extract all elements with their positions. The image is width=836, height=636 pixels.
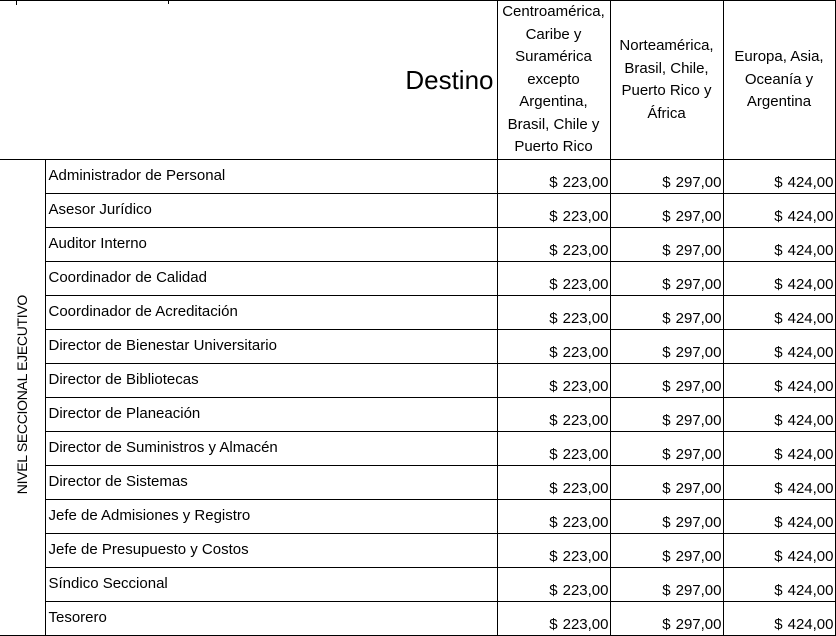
amount <box>611 514 722 531</box>
currency-symbol: $ <box>662 548 671 565</box>
currency-symbol: $ <box>662 208 671 225</box>
table-row <box>0 160 835 194</box>
amount <box>611 378 722 395</box>
amount-value: 297,00 <box>675 446 722 463</box>
amount-value: 297,00 <box>675 208 722 225</box>
table-row <box>0 432 835 466</box>
currency-symbol: $ <box>774 242 783 259</box>
destino-label: Destino <box>405 64 494 95</box>
currency-symbol: $ <box>662 480 671 497</box>
amount <box>724 548 834 565</box>
amount-value: 297,00 <box>675 412 722 429</box>
amount-cell <box>610 466 723 500</box>
currency-symbol: $ <box>774 480 783 497</box>
amount <box>498 616 609 633</box>
header-blank-cell <box>0 1 45 160</box>
amount-cell <box>497 330 610 364</box>
cargo-cell: Coordinador de Calidad <box>45 262 497 296</box>
amount-value: 297,00 <box>675 616 722 633</box>
currency-symbol: $ <box>774 582 783 599</box>
currency-symbol: $ <box>549 208 558 225</box>
amount <box>611 412 722 429</box>
currency-symbol: $ <box>662 616 671 633</box>
column-header-centroamerica: Centroamérica, Caribe y Suramérica excepto Argentina, Brasil, Chile y Puerto Rico <box>497 1 610 160</box>
amount-value: 223,00 <box>562 480 609 497</box>
amount-cell <box>497 398 610 432</box>
amount <box>611 446 722 463</box>
amount-value: 297,00 <box>675 174 722 191</box>
currency-symbol: $ <box>549 446 558 463</box>
amount-cell <box>723 330 835 364</box>
amount-value: 424,00 <box>787 412 834 429</box>
amount <box>611 344 722 361</box>
amount-cell <box>723 160 835 194</box>
amount <box>611 276 722 293</box>
currency-symbol: $ <box>662 582 671 599</box>
amount-cell <box>497 602 610 636</box>
amount-value: 424,00 <box>787 480 834 497</box>
amount <box>498 378 609 395</box>
amount-cell <box>723 500 835 534</box>
currency-symbol: $ <box>662 412 671 429</box>
amount-value: 297,00 <box>675 548 722 565</box>
currency-symbol: $ <box>774 310 783 327</box>
table-row <box>0 330 835 364</box>
table-row <box>0 500 835 534</box>
amount <box>498 548 609 565</box>
amount-value: 223,00 <box>562 208 609 225</box>
currency-symbol: $ <box>549 548 558 565</box>
gridline-tick <box>16 1 17 5</box>
currency-symbol: $ <box>662 242 671 259</box>
amount <box>498 174 609 191</box>
amount-value: 223,00 <box>562 242 609 259</box>
amount-cell <box>610 228 723 262</box>
table-row <box>0 602 835 636</box>
currency-symbol: $ <box>662 174 671 191</box>
amount-cell <box>610 160 723 194</box>
amount-cell <box>610 194 723 228</box>
table-row <box>0 568 835 602</box>
table-row <box>0 262 835 296</box>
cargo-cell: Jefe de Admisiones y Registro <box>45 500 497 534</box>
amount <box>611 208 722 225</box>
amount-cell <box>723 432 835 466</box>
currency-symbol: $ <box>774 174 783 191</box>
amount-value: 297,00 <box>675 310 722 327</box>
amount-cell <box>723 228 835 262</box>
column-header-norteamerica: Norteamérica, Brasil, Chile, Puerto Rico y África <box>610 1 723 160</box>
cargo-cell: Tesorero <box>45 602 497 636</box>
group-label-cell <box>0 160 45 636</box>
currency-symbol: $ <box>662 310 671 327</box>
amount <box>498 446 609 463</box>
amount-value: 424,00 <box>787 514 834 531</box>
amount-value: 223,00 <box>562 548 609 565</box>
amount-value: 424,00 <box>787 548 834 565</box>
amount-value: 223,00 <box>562 378 609 395</box>
cargo-cell: Síndico Seccional <box>45 568 497 602</box>
amount-cell <box>497 364 610 398</box>
amount-value: 297,00 <box>675 242 722 259</box>
amount-cell <box>723 602 835 636</box>
amount-value: 424,00 <box>787 378 834 395</box>
amount-cell <box>723 466 835 500</box>
currency-symbol: $ <box>662 514 671 531</box>
currency-symbol: $ <box>549 276 558 293</box>
currency-symbol: $ <box>549 514 558 531</box>
currency-symbol: $ <box>549 344 558 361</box>
amount-value: 223,00 <box>562 412 609 429</box>
amount-cell <box>723 296 835 330</box>
currency-symbol: $ <box>549 310 558 327</box>
amount-value: 223,00 <box>562 446 609 463</box>
amount-cell <box>610 330 723 364</box>
amount-cell <box>723 364 835 398</box>
amount <box>611 310 722 327</box>
amount <box>498 276 609 293</box>
amount-cell <box>497 160 610 194</box>
table-row <box>0 364 835 398</box>
amount-cell <box>723 262 835 296</box>
amount-value: 297,00 <box>675 378 722 395</box>
amount-value: 424,00 <box>787 242 834 259</box>
amount-cell <box>497 194 610 228</box>
amount-value: 297,00 <box>675 480 722 497</box>
cargo-cell: Coordinador de Acreditación <box>45 296 497 330</box>
amount-cell <box>610 568 723 602</box>
amount-cell <box>497 228 610 262</box>
amount <box>498 242 609 259</box>
amount <box>724 174 834 191</box>
currency-symbol: $ <box>774 344 783 361</box>
amount-value: 424,00 <box>787 310 834 327</box>
amount <box>724 208 834 225</box>
amount-cell <box>723 568 835 602</box>
amount <box>498 582 609 599</box>
cargo-cell: Director de Bibliotecas <box>45 364 497 398</box>
currency-symbol: $ <box>662 344 671 361</box>
amount-cell <box>497 466 610 500</box>
table-body <box>0 1 835 636</box>
amount-value: 424,00 <box>787 174 834 191</box>
amount-cell <box>497 432 610 466</box>
amount-value: 424,00 <box>787 446 834 463</box>
amount-cell <box>497 262 610 296</box>
amount-cell <box>610 364 723 398</box>
amount-cell <box>610 432 723 466</box>
amount <box>611 242 722 259</box>
amount-cell <box>610 602 723 636</box>
cargo-cell: Jefe de Presupuesto y Costos <box>45 534 497 568</box>
amount <box>498 412 609 429</box>
amount-value: 424,00 <box>787 582 834 599</box>
amount <box>611 174 722 191</box>
table-row <box>0 228 835 262</box>
amount <box>611 480 722 497</box>
amount <box>724 344 834 361</box>
amount <box>724 446 834 463</box>
amount-cell <box>497 296 610 330</box>
amount-value: 424,00 <box>787 276 834 293</box>
amount <box>724 480 834 497</box>
cargo-cell: Asesor Jurídico <box>45 194 497 228</box>
amount-cell <box>497 568 610 602</box>
cargo-cell: Director de Bienestar Universitario <box>45 330 497 364</box>
amount <box>498 514 609 531</box>
amount <box>498 208 609 225</box>
table-row <box>0 194 835 228</box>
amount-cell <box>723 398 835 432</box>
amount-value: 223,00 <box>562 310 609 327</box>
cargo-cell: Director de Sistemas <box>45 466 497 500</box>
amount-cell <box>497 534 610 568</box>
currency-symbol: $ <box>549 616 558 633</box>
gridline-tick <box>168 1 169 5</box>
amount-value: 297,00 <box>675 514 722 531</box>
currency-symbol: $ <box>549 480 558 497</box>
currency-symbol: $ <box>662 446 671 463</box>
amount <box>498 344 609 361</box>
amount <box>724 310 834 327</box>
amount <box>724 514 834 531</box>
amount-cell <box>610 398 723 432</box>
amount-cell <box>610 500 723 534</box>
table-row <box>0 296 835 330</box>
currency-symbol: $ <box>774 616 783 633</box>
currency-symbol: $ <box>662 378 671 395</box>
amount-cell <box>610 262 723 296</box>
table-row <box>0 466 835 500</box>
amount <box>498 310 609 327</box>
amount-value: 297,00 <box>675 276 722 293</box>
currency-symbol: $ <box>774 446 783 463</box>
currency-symbol: $ <box>774 548 783 565</box>
currency-symbol: $ <box>774 378 783 395</box>
amount <box>724 378 834 395</box>
amount-value: 223,00 <box>562 514 609 531</box>
amount-value: 223,00 <box>562 344 609 361</box>
amount-value: 223,00 <box>562 174 609 191</box>
amount-value: 223,00 <box>562 616 609 633</box>
amount <box>724 276 834 293</box>
amount-value: 297,00 <box>675 582 722 599</box>
table-row <box>0 398 835 432</box>
cargo-cell: Director de Suministros y Almacén <box>45 432 497 466</box>
currency-symbol: $ <box>774 208 783 225</box>
cargo-cell: Auditor Interno <box>45 228 497 262</box>
currency-symbol: $ <box>774 412 783 429</box>
amount <box>724 412 834 429</box>
amount-cell <box>497 500 610 534</box>
cargo-cell: Administrador de Personal <box>45 160 497 194</box>
currency-symbol: $ <box>549 582 558 599</box>
amount-cell <box>723 194 835 228</box>
currency-symbol: $ <box>774 514 783 531</box>
amount <box>724 616 834 633</box>
currency-symbol: $ <box>774 276 783 293</box>
amount-value: 297,00 <box>675 344 722 361</box>
amount-value: 424,00 <box>787 208 834 225</box>
amount <box>498 480 609 497</box>
cargo-cell: Director de Planeación <box>45 398 497 432</box>
column-header-europa: Europa, Asia, Oceanía y Argentina <box>723 1 835 160</box>
destino-header <box>45 1 497 160</box>
amount-cell <box>610 534 723 568</box>
currency-symbol: $ <box>549 174 558 191</box>
group-label: NIVEL SECCIONAL EJECUTIVO <box>14 295 31 495</box>
amount <box>611 616 722 633</box>
amount-cell <box>610 296 723 330</box>
table-row <box>0 534 835 568</box>
currency-symbol: $ <box>549 378 558 395</box>
currency-symbol: $ <box>549 412 558 429</box>
amount <box>724 242 834 259</box>
amount <box>724 582 834 599</box>
amount-value: 223,00 <box>562 276 609 293</box>
amount <box>611 548 722 565</box>
amount-value: 424,00 <box>787 344 834 361</box>
currency-symbol: $ <box>662 276 671 293</box>
amount <box>611 582 722 599</box>
amount-cell <box>723 534 835 568</box>
currency-symbol: $ <box>549 242 558 259</box>
header-row <box>0 1 835 160</box>
amount-value: 223,00 <box>562 582 609 599</box>
amount-value: 424,00 <box>787 616 834 633</box>
